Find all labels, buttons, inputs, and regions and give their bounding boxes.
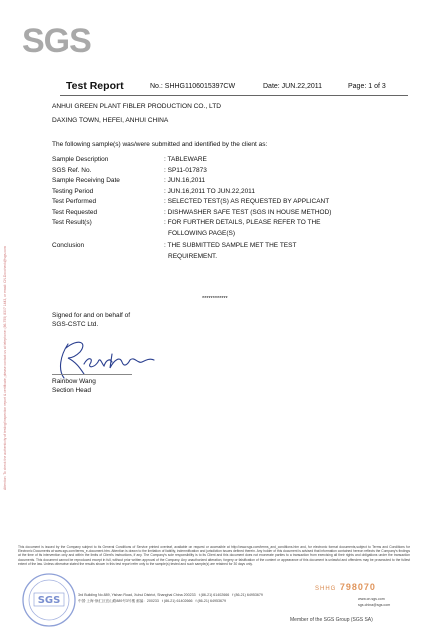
fax: f (86-21) 64953679 xyxy=(232,593,263,597)
address-en: 3rd Building No.889, Yishan Road, Xuhui District, Shanghai China 200233 xyxy=(78,593,196,597)
info-value-line2: FOLLOWING PAGE(S) xyxy=(168,229,236,237)
info-label: Test Result(s) xyxy=(52,219,92,226)
report-date: Date: JUN.22,2011 xyxy=(263,83,323,90)
report-number: No.: SHHG1106015397CW xyxy=(150,83,236,90)
info-row xyxy=(52,155,412,166)
signed-on-behalf xyxy=(52,311,172,329)
footer-address-cn xyxy=(78,598,318,604)
info-value: : JUN.16,2011 xyxy=(164,177,206,184)
signer-block xyxy=(52,377,96,395)
email: sgs.china@sgs.com xyxy=(358,603,391,607)
sgs-logo-text: SGS xyxy=(22,22,91,60)
report-title: Test Report xyxy=(66,80,124,92)
info-row xyxy=(52,208,412,219)
sgs-logo xyxy=(22,20,91,62)
signer-title: Section Head xyxy=(52,387,92,394)
info-value: : SELECTED TEST(S) AS REQUESTED BY APPLICANT xyxy=(164,198,330,205)
info-value: : SP11-017873 xyxy=(164,166,207,174)
side-authenticity-note: Attention: To check the authenticity of testing/inspection report & certificate, please contact us at telephone: (86-755) 8307 1443, or email: CN.Doccheck@sgs.com xyxy=(3,246,7,490)
svg-text:SGS: SGS xyxy=(37,595,61,606)
signature-line xyxy=(52,374,132,375)
sgs-seal-stamp xyxy=(20,571,78,629)
serial-prefix: SHHG xyxy=(315,586,337,592)
info-label: SGS Ref. No. xyxy=(52,166,92,174)
footer-contacts xyxy=(358,596,390,608)
info-row xyxy=(52,166,412,177)
info-label: Sample Receiving Date xyxy=(52,177,120,184)
signed-line-2: SGS-CSTC Ltd. xyxy=(52,321,99,328)
info-label: Test Requested xyxy=(52,208,98,216)
terms-fine-print: This document is issued by the Company subject to its General Conditions of Service printed overleaf, available on request or accessible at http://www.sgs.com/terms_and_conditions.htm and, for electronic format documents,subject to Terms and Conditions for Electronic Documents at www.sgs.com/terms_e-document.htm. Attention is drawn to the limitation of liability, indemnification and jurisdiction issues defined therein. Any holder of this document is advised that information contained hereon reflects the Company's findings at the time of its intervention only and within the limits of Client's instructions, if any. The Company's sole responsibility is to its Client and this document does not exonerate parties to a transaction from exercising all their rights and obligations under the transaction documents. This document cannot be reproduced except in full, without prior written approval of the Company. Any unauthorized alteration, forgery or falsification of the content or appearance of this document is unlawful and offenders may be prosecuted to the fullest extent of the law. Unless otherwise stated the results shown in this test report refer only to the sample(s) tested and such sample(s) are retained for 30 days only. xyxy=(18,545,410,566)
sample-info-table xyxy=(52,155,412,262)
info-label: Conclusion xyxy=(52,242,85,249)
info-label: Sample Description xyxy=(52,156,109,163)
serial-number xyxy=(315,582,376,592)
info-row xyxy=(52,218,412,239)
member-of-sgs-group: Member of the SGS Group (SGS SA) xyxy=(290,617,373,623)
info-row xyxy=(52,197,412,208)
info-row xyxy=(52,187,412,198)
info-label: Test Performed xyxy=(52,198,97,205)
applicant-address: DAXING TOWN, HEFEI, ANHUI CHINA xyxy=(52,117,169,124)
info-value: : JUN.16,2011 TO JUN.22,2011 xyxy=(164,187,255,195)
website: www.cn.sgs.com xyxy=(358,597,385,601)
info-value-line1: : FOR FURTHER DETAILS, PLEASE REFER TO THE xyxy=(164,219,321,226)
signer-name: Rainbow Wang xyxy=(52,378,96,385)
info-label: Testing Period xyxy=(52,187,94,195)
telephone-cn: t (86-21) 61402666 xyxy=(161,599,193,603)
info-value-line2: REQUIREMENT. xyxy=(168,252,218,260)
applicant-block xyxy=(52,100,221,128)
info-value: : DISHWASHER SAFE TEST (SGS IN HOUSE METHOD) xyxy=(164,208,332,216)
info-value: : TABLEWARE xyxy=(164,156,207,163)
address-cn: 中国·上海·徐汇区宜山路889号3号楼 邮编：200233 xyxy=(78,599,159,603)
info-value xyxy=(164,218,364,239)
page-indicator: Page: 1 of 3 xyxy=(348,83,386,90)
intro-text: The following sample(s) was/were submitted and identified by the client as: xyxy=(52,141,268,148)
signed-line-1: Signed for and on behalf of xyxy=(52,312,131,319)
serial-digits: 798070 xyxy=(339,582,376,592)
info-row xyxy=(52,241,412,262)
end-divider-stars: ************ xyxy=(202,296,228,302)
report-header xyxy=(66,82,406,96)
fax-cn: f (86-21) 64953679 xyxy=(195,599,227,603)
telephone: t (86-21) 61402666 xyxy=(198,593,230,597)
info-value-line1: : THE SUBMITTED SAMPLE MET THE TEST xyxy=(164,242,297,249)
info-value xyxy=(164,241,364,262)
applicant-name: ANHUI GREEN PLANT FIBLER PRODUCTION CO., LTD xyxy=(52,103,222,110)
info-row xyxy=(52,176,412,187)
footer-address xyxy=(78,592,318,614)
header-divider xyxy=(60,95,408,96)
